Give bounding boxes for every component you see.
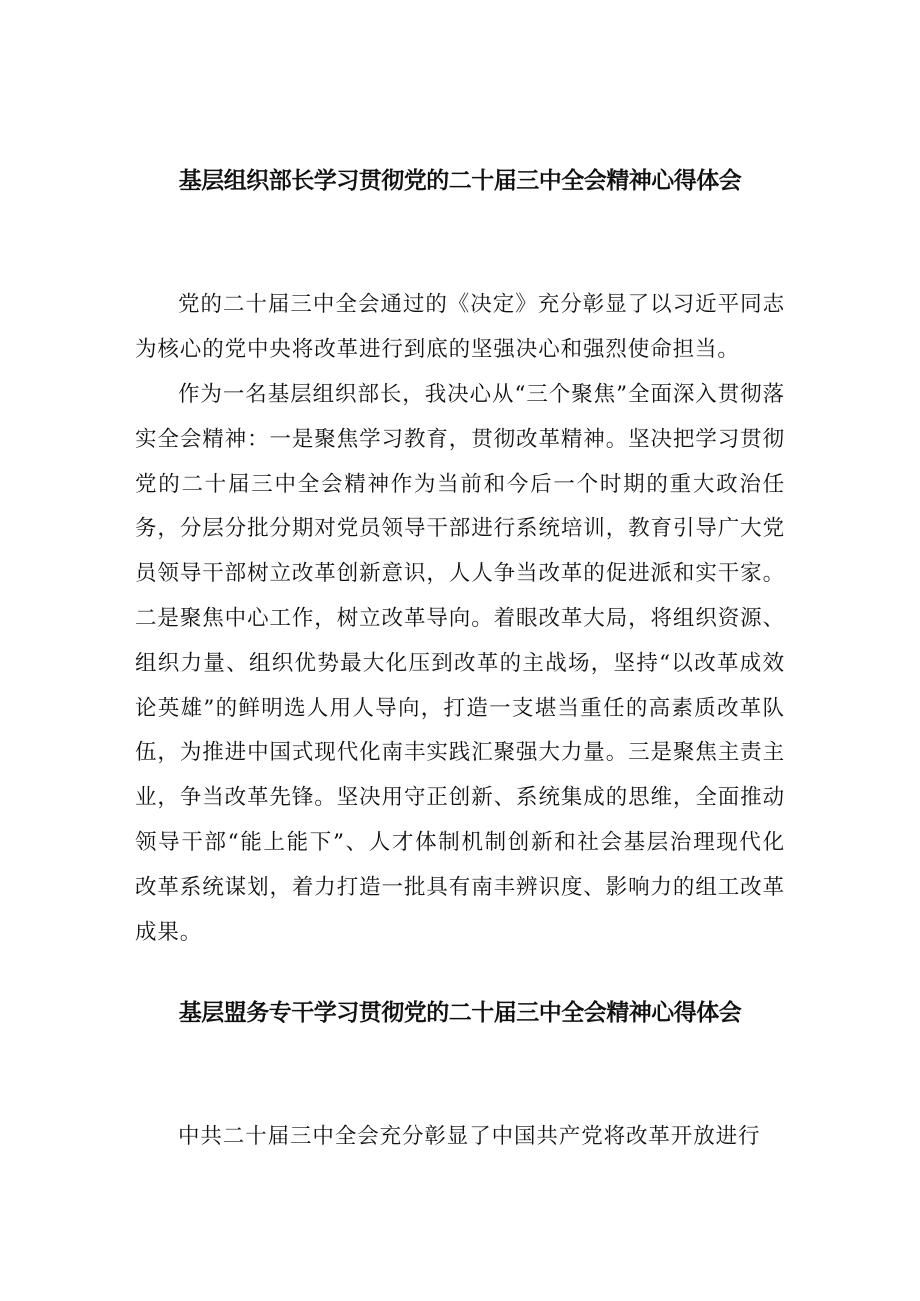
section-2-paragraph-1: 中共二十届三中全会充分彰显了中国共产党将改革开放进行 <box>178 1124 761 1149</box>
section-1-paragraph-1: 党的二十届三中全会通过的《决定》充分彰显了以习近平同志为核心的党中央将改革进行到底的坚强决心和强烈使命担当。 <box>135 292 785 362</box>
section-1-title: 基层组织部长学习贯彻党的二十届三中全会精神心得体会 <box>178 168 742 194</box>
section-1-paragraph-2: 作为一名基层组织部长，我决心从“三个聚焦”全面深入贯彻落实全会精神：一是聚焦学习教育，贯彻改革精神。坚决把学习贯彻党的二十届三中全会精神作为当前和今后一个时期的重大政治任务，分层分批分期对党员领导干部进行系统培训，教育引导广大党员领导干部树立改革创新意识，人人争当改革的促进派和实干家。二是聚焦中心工作，树立改革导向。着眼改革大局，将组织资源、组织力量、组织优势最大化压到改革的主战场，坚持“以改革成效论英雄”的鲜明选人用人导向，打造一支堪当重任的高素质改革队伍，为推进中国式现代化南丰实践汇聚强大力量。三是聚焦主责主业，争当改革先锋。坚决用守正创新、系统集成的思维，全面推动领导干部“能上能下”、人才体制机制创新和社会基层治理现代化改革系统谋划，着力打造一批具有南丰辨识度、影响力的组工改革成果。 <box>135 382 785 945</box>
section-2-title: 基层盟务专干学习贯彻党的二十届三中全会精神心得体会 <box>178 1000 742 1026</box>
